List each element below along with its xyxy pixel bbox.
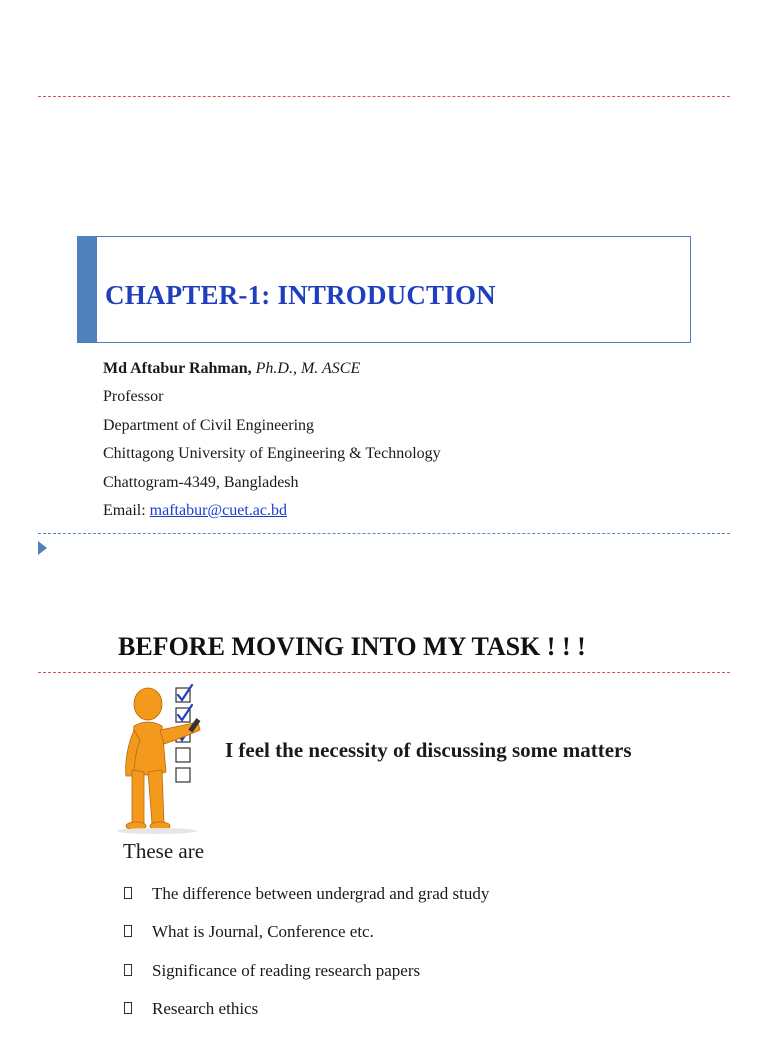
email-label: Email: [103,502,146,520]
chapter-title-box [77,236,691,343]
email-link[interactable]: maftabur@cuet.ac.bd [149,502,287,520]
author-name: Md Aftabur Rahman, [103,360,252,377]
chapter-title: CHAPTER-1: INTRODUCTION [105,280,496,310]
empty-box-icon [124,1002,132,1014]
author-position: Professor [103,388,164,406]
slide-divider [38,533,730,534]
author-address: Chattogram-4349, Bangladesh [103,473,299,491]
list-intro: These are [123,839,205,863]
author-department: Department of Civil Engineering [103,416,315,434]
author-degrees: Ph.D., M. ASCE [255,360,361,377]
section-title: BEFORE MOVING INTO MY TASK ! ! ! [118,632,586,661]
list-item-text: The difference between undergrad and grad study [152,884,490,903]
author-name-line [103,355,441,383]
empty-box-icon [124,964,132,976]
person-checklist-icon [112,684,222,834]
empty-box-icon [124,887,132,899]
empty-box-icon [124,925,132,937]
top-divider [38,96,730,97]
lead-statement: I feel the necessity of discussing some matters [225,738,632,762]
title-accent-bar [78,237,97,342]
author-block [103,355,441,525]
list-item-text: Significance of reading research papers [152,960,421,980]
section-divider [38,672,730,673]
list-item-text: What is Journal, Conference etc. [152,922,374,942]
right-triangle-icon [38,541,47,555]
list-item-text: Research ethics [152,998,259,1018]
author-university: Chittagong University of Engineering & Technology [103,445,441,463]
author-email-line [103,497,441,525]
